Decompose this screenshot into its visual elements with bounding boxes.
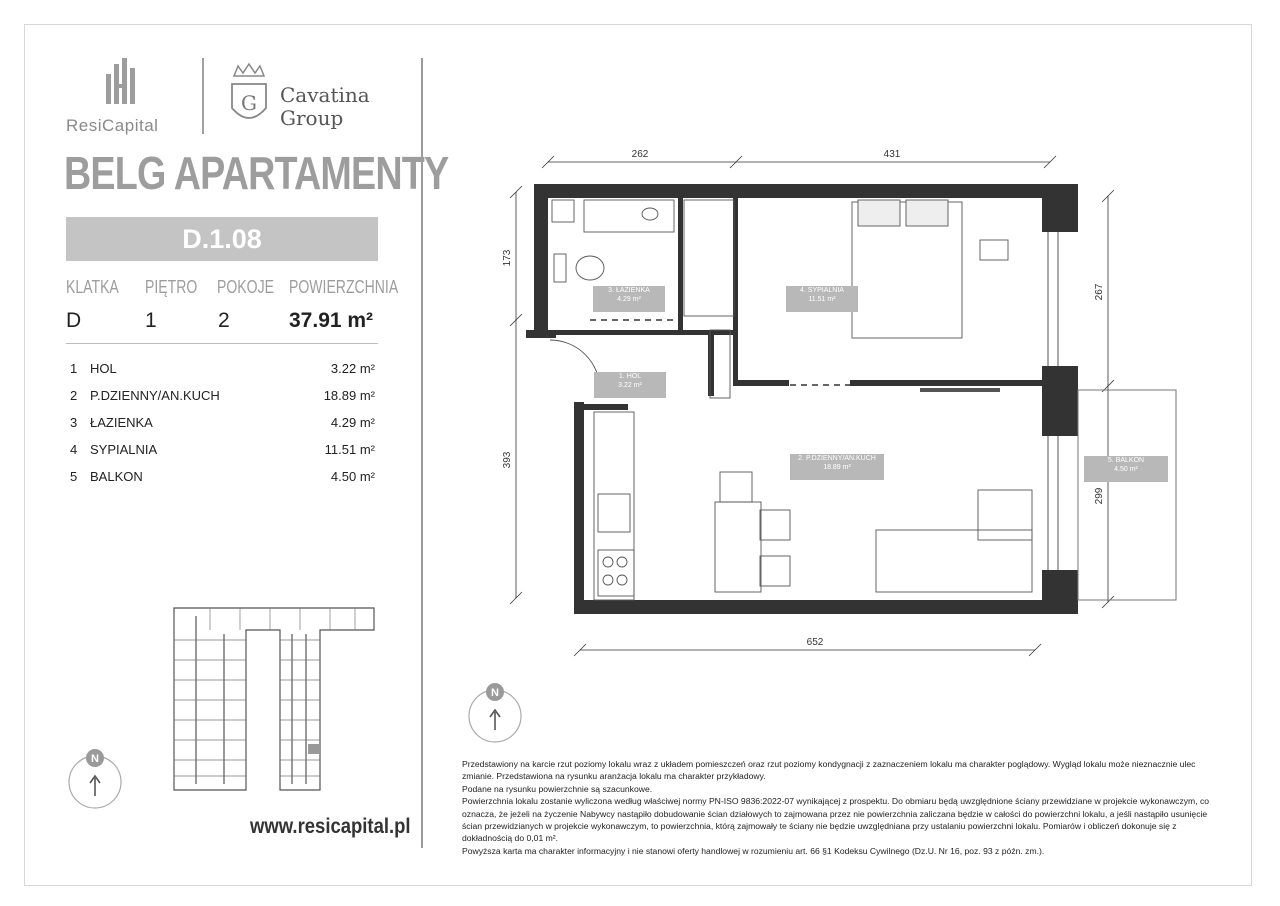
dim-right-top: 267 <box>1094 283 1105 301</box>
svg-text:G: G <box>241 91 257 115</box>
room-number: 1 <box>70 361 78 376</box>
dim-top-left: 262 <box>631 149 649 160</box>
website-link[interactable]: www.resicapital.pl <box>250 815 411 838</box>
room-area: 4.29 m² <box>330 415 375 430</box>
room-area: 4.50 m² <box>330 469 375 484</box>
dim-right-bottom: 299 <box>1094 487 1105 505</box>
compass-letter: N <box>91 753 99 765</box>
note-1: Przedstawiony na karcie rzut poziomy lokalu wraz z układem pomieszczeń oraz rzut poziomy kondygnacji z zaznaczeniem lokalu ma charakter poglądowy. Wygląd lokalu może nieznacznie ulec zmianie. Przedstawiona na rysunku aranżacja lokalu ma charakter przykładowy. <box>462 759 1196 782</box>
dim-bottom: 652 <box>806 637 824 648</box>
resicapital-logo-text: ResiCapital <box>66 116 159 135</box>
header-pokoje: POKOJE <box>217 277 274 297</box>
compass-icon <box>66 748 124 810</box>
note-4: Powyższa karta ma charakter informacyjny i nie stanowi oferty handlowej w rozumieniu art. 66 §1 Kodeksu Cywilnego (Dz.U. Nr 16, poz. 93 z późn. zm.). <box>462 845 1045 856</box>
value-pietro: 1 <box>145 309 157 332</box>
cavatina-crest-icon <box>228 62 270 130</box>
room-number: 4 <box>70 442 78 457</box>
compass-large-icon <box>466 680 524 744</box>
summary-divider <box>66 343 378 344</box>
room-label-hol: 1. HOL 3.22 m² <box>594 372 666 398</box>
note-2: Podane na rysunku powierzchnie są szacunkowe. <box>462 783 653 794</box>
dim-left-bottom: 393 <box>502 451 513 469</box>
room-number: 3 <box>70 415 78 430</box>
value-klatka: D <box>66 309 82 332</box>
header-pietro: PIĘTRO <box>145 277 198 297</box>
room-name: P.DZIENNY/AN.KUCH <box>90 388 220 403</box>
compass-large-letter: N <box>491 687 499 699</box>
cavatina-logo-text: Cavatina Group <box>280 83 370 130</box>
room-area: 3.22 m² <box>330 361 375 376</box>
room-area: 11.51 m² <box>324 442 375 457</box>
building-key-plan <box>170 604 378 794</box>
project-title: BELG APARTAMENTY <box>64 147 449 199</box>
dim-left-top: 173 <box>502 249 513 267</box>
room-label-balkon: 5. BALKON 4.50 m² <box>1084 456 1168 482</box>
resicapital-logo-icon <box>104 58 136 106</box>
value-powierzchnia: 37.91 m² <box>289 309 374 332</box>
header-klatka: KLATKA <box>66 277 119 297</box>
room-label-lazienka: 3. ŁAZIENKA 4.29 m² <box>593 286 665 312</box>
room-number: 2 <box>70 388 78 403</box>
room-name: SYPIALNIA <box>90 442 158 457</box>
logo-separator <box>202 58 204 134</box>
disclaimer-notes <box>462 758 1222 857</box>
room-name: ŁAZIENKA <box>90 415 153 430</box>
value-pokoje: 2 <box>218 309 230 332</box>
floor-plan <box>490 140 1220 670</box>
room-label-sypialnia: 4. SYPIALNIA 11.51 m² <box>786 286 858 312</box>
room-label-salon: 2. P.DZIENNY/AN.KUCH 18.89 m² <box>790 454 884 480</box>
room-name: HOL <box>90 361 117 376</box>
room-area: 18.89 m² <box>323 388 375 403</box>
dim-top-right: 431 <box>883 149 901 160</box>
note-3: Powierzchnia lokalu zostanie wyliczona według właściwej normy PN-ISO 9836:2022-07 wynikającej z prospektu. Do obmiaru będą uwzględnione ściany przewidziane w projekcie wykonawczym, co oznacza, że jeżeli na życzenie Nabywcy nastąpiło dobudowanie ścian działowych to zajmowana przez nie powierzchnia zaliczana będzie w całości do powierzchni lokalu, a jeśli nastąpiło usunięcie ścian przewidzianych w projekcie wykonawczym, to powierzchnia, którą zajmowały te ściany nie będzie uwzględniana przy ustalaniu powierzchni lokalu. Pomiarów i obliczeń dokonuje się z dokładnością do 0,01 m². <box>462 796 1210 844</box>
unit-code: D.1.08 <box>182 224 262 254</box>
header-powierzchnia: POWIERZCHNIA <box>289 277 399 297</box>
room-name: BALKON <box>90 469 143 484</box>
room-number: 5 <box>70 469 78 484</box>
